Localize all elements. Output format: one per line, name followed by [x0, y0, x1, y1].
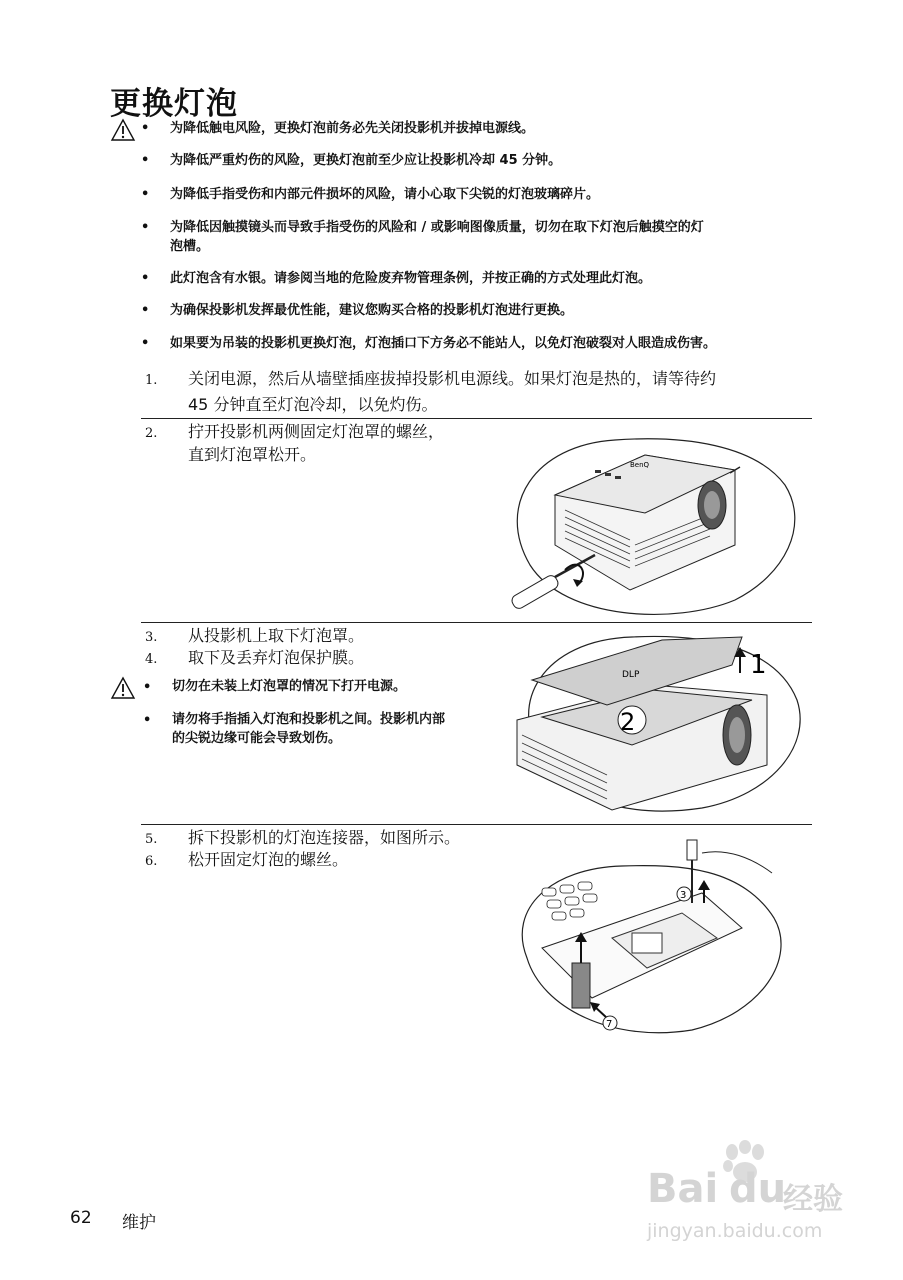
warning-item: 为降低因触摸镜头而导致手指受伤的风险和 / 或影响图像质量，切勿在取下灯泡后触摸空的灯	[170, 220, 704, 235]
step-number: 6.	[145, 854, 158, 869]
warning-item: 如果要为吊装的投影机更换灯泡，灯泡插口下方务必不能站人，以免灯泡破裂对人眼造成伤害。	[170, 336, 717, 351]
bullet: •	[141, 220, 150, 235]
step-number: 4.	[145, 652, 158, 667]
section-divider	[141, 418, 812, 419]
step-text: 取下及丢弃灯泡保护膜。	[188, 648, 365, 667]
step-text: 松开固定灯泡的螺丝。	[188, 850, 349, 869]
baidu-watermark	[645, 1140, 855, 1245]
bullet: •	[143, 713, 152, 728]
watermark-text: Bai	[647, 1166, 719, 1212]
warning-item: 为降低触电风险，更换灯泡前务必先关闭投影机并拔掉电源线。	[170, 121, 535, 136]
watermark-text: du	[729, 1166, 787, 1212]
figure-label-3: 3	[680, 890, 687, 901]
bullet: •	[141, 153, 150, 168]
bullet: •	[143, 680, 152, 695]
watermark-url: jingyan.baidu.com	[647, 1220, 823, 1242]
figure-label-7: 7	[606, 1019, 613, 1030]
warning-item-continued: 的尖锐边缘可能会导致划伤。	[172, 731, 342, 746]
section-divider	[141, 622, 812, 623]
page-title: 更换灯泡	[110, 86, 238, 122]
lamp-cover-illustration	[512, 625, 807, 815]
step-text: 关闭电源，然后从墙壁插座拔掉投影机电源线。如果灯泡是热的，请等待约	[188, 369, 717, 388]
step-text: 拧开投影机两侧固定灯泡罩的螺丝，	[188, 422, 445, 441]
step-number: 2.	[145, 426, 158, 441]
step-text: 从投影机上取下灯泡罩。	[188, 626, 365, 645]
warning-item: 为确保投影机发挥最优性能，建议您购买合格的投影机灯泡进行更换。	[170, 303, 574, 318]
warning-item: 为降低严重灼伤的风险，更换灯泡前至少应让投影机冷却 45 分钟。	[170, 153, 562, 168]
dlp-label: DLP	[622, 670, 640, 680]
bullet: •	[141, 303, 150, 318]
warning-item: 此灯泡含有水银。请参阅当地的危险废弃物管理条例，并按正确的方式处理此灯泡。	[170, 271, 652, 286]
step-number: 1.	[145, 373, 158, 388]
step-number: 3.	[145, 630, 158, 645]
warning-triangle-icon	[110, 676, 136, 700]
step-number: 5.	[145, 832, 158, 847]
bullet: •	[141, 271, 150, 286]
section-divider	[141, 824, 812, 825]
watermark-text: 经验	[783, 1182, 843, 1217]
figure-label-2: 2	[620, 708, 636, 736]
projector-screw-illustration	[505, 425, 805, 620]
warning-item: 请勿将手指插入灯泡和投影机之间。投影机内部	[172, 712, 446, 727]
bullet: •	[141, 121, 150, 136]
warning-item: 切勿在未装上灯泡罩的情况下打开电源。	[172, 679, 407, 694]
step-text: 直到灯泡罩松开。	[188, 445, 317, 464]
figure-label-1: 1	[750, 650, 767, 680]
brand-label: BenQ	[630, 461, 650, 469]
step-text: 拆下投影机的灯泡连接器，如图所示。	[188, 828, 461, 847]
page-number: 62	[70, 1208, 92, 1228]
step-text: 45 分钟直至灯泡冷却，以免灼伤。	[188, 395, 438, 414]
warning-item: 为降低手指受伤和内部元件损坏的风险，请小心取下尖锐的灯泡玻璃碎片。	[170, 187, 600, 202]
section-name: 维护	[122, 1213, 156, 1233]
bullet: •	[141, 336, 150, 351]
warning-triangle-icon	[110, 118, 136, 142]
lamp-connector-illustration	[512, 838, 787, 1038]
warning-item-continued: 泡槽。	[170, 239, 210, 254]
bullet: •	[141, 187, 150, 202]
